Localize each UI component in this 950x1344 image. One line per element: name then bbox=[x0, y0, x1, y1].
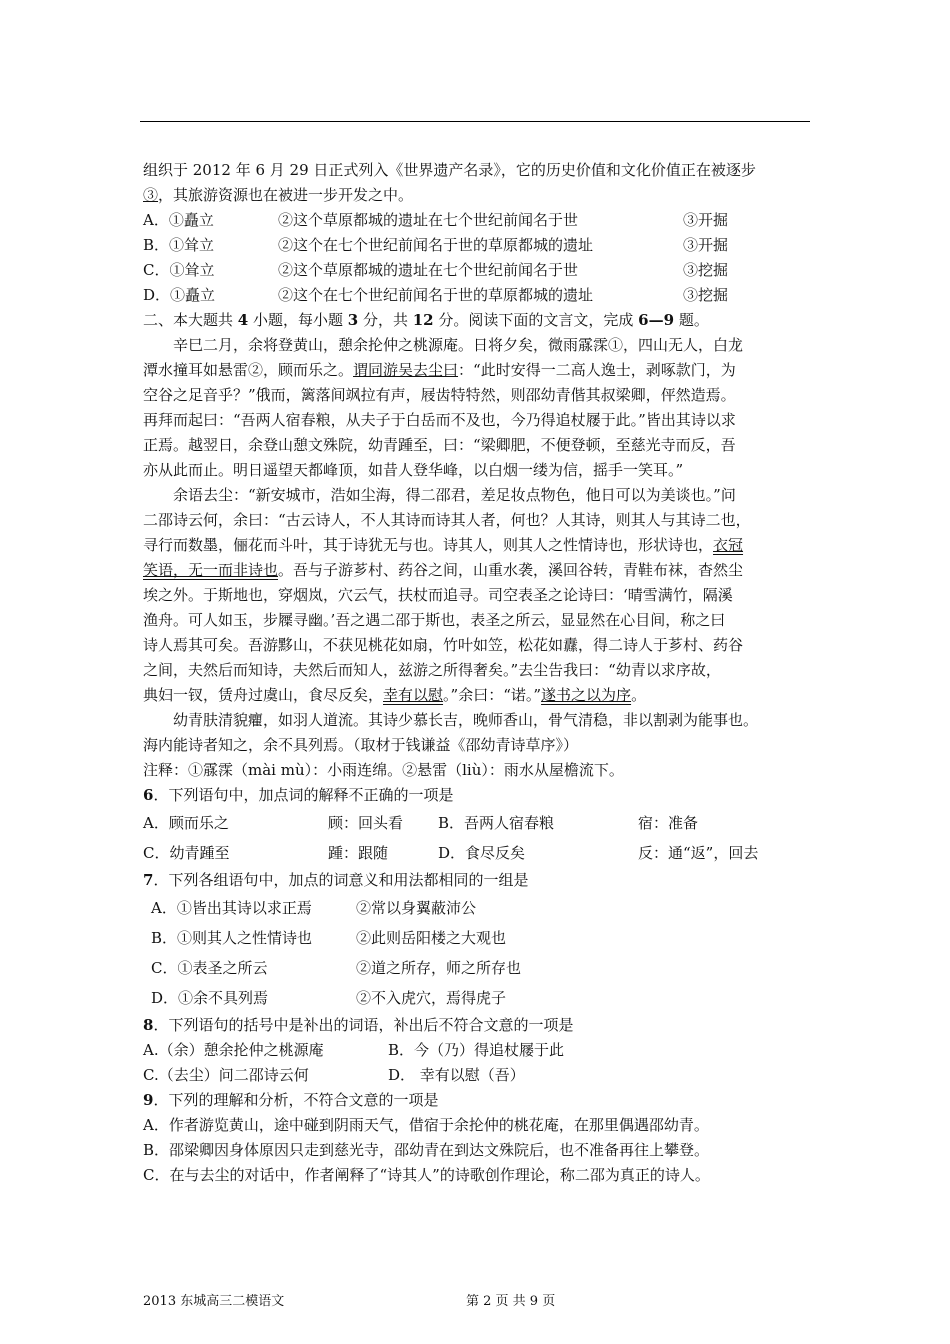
passage-text: ：“此时安得一二高人逸士，剥啄款门，为 bbox=[458, 361, 736, 379]
option-text: B．吾两人宿春粮 bbox=[438, 813, 555, 832]
q8-options-row-1 bbox=[143, 1038, 823, 1063]
option-label: B．①耸立 bbox=[143, 236, 215, 254]
option-gloss: 反：通“返”，回去 bbox=[638, 843, 759, 862]
option-text: D．①余不具列焉 bbox=[151, 988, 269, 1007]
heading-text: 分。阅读下面的文言文，完成 bbox=[433, 311, 639, 329]
option-text: ③开掘 bbox=[683, 236, 729, 254]
option-text: ②道之所存，师之所存也 bbox=[356, 958, 522, 977]
q7-option-a bbox=[143, 893, 823, 923]
heading-text: 题。 bbox=[674, 311, 709, 329]
q5-stem-fragment-2 bbox=[143, 183, 823, 208]
underlined-sentence: 衣冠 bbox=[713, 536, 744, 554]
question-stem: ．下列语句的括号中是补出的词语，补出后不符合文意的一项是 bbox=[153, 1016, 574, 1034]
header-rule bbox=[140, 121, 810, 122]
passage-line: 诗人焉其可矣。吾游黟山，不获见桃花如扇，竹叶如笠，松花如纛，得二诗人于芗村、药谷 bbox=[143, 636, 744, 654]
q6-options-row-2 bbox=[143, 838, 823, 868]
section-2-heading bbox=[143, 308, 823, 333]
q5-option-b bbox=[143, 233, 823, 258]
option-text: ②常以身翼蔽沛公 bbox=[356, 898, 477, 917]
passage-line: 辛巳二月，余将登黄山，憩余抡仲之桃源庵。日将夕矣，微雨霡霂①，四山无人，白龙 bbox=[173, 336, 744, 354]
option-text: ②不入虎穴，焉得虎子 bbox=[356, 988, 507, 1007]
option-text: A.（余）憩余抡仲之桃源庵 bbox=[143, 1041, 324, 1059]
passage-line: 埃之外。于斯地也，穿烟岚，穴云气，扶杖而追寻。司空表圣之论诗曰：‘晴雪满竹，隔溪 bbox=[143, 586, 733, 604]
passage-text: 。吾与子游芗村、药谷之间，山重水袭，溪回谷转，青鞋布袜，杳然尘 bbox=[278, 561, 744, 579]
passage-line: 幼青肤清貌癯，如羽人道流。其诗少慕长吉，晚师香山，骨气清稳，非以割剥为能事也。 bbox=[173, 711, 759, 729]
option-text: ②这个草原都城的遗址在七个世纪前闻名于世 bbox=[278, 211, 579, 229]
passage-line: 正焉。越翌日，余登山憩文殊院，幼青踵至，曰：“梁卿肥，不便登顿，至慈光寺而反，吾 bbox=[143, 436, 736, 454]
option-gloss: 顾：回头看 bbox=[328, 813, 404, 832]
underlined-sentence: 遂书之以为序 bbox=[541, 686, 632, 704]
option-text: ②这个在七个世纪前闻名于世的草原都城的遗址 bbox=[278, 286, 594, 304]
option-text: ②此则岳阳楼之大观也 bbox=[356, 928, 507, 947]
option-text: ②这个草原都城的遗址在七个世纪前闻名于世 bbox=[278, 261, 579, 279]
option-gloss: 踵：跟随 bbox=[328, 843, 389, 862]
passage-line: 二邵诗云何，余曰：“古云诗人，不人其诗而诗其人者，何也？人其诗，则其人与其诗二也， bbox=[143, 511, 751, 529]
option-text: ②这个在七个世纪前闻名于世的草原都城的遗址 bbox=[278, 236, 594, 254]
question-number: 7 bbox=[143, 871, 154, 889]
heading-number: 6—9 bbox=[638, 311, 675, 329]
passage-line: 渔舟。可人如玉，步屧寻幽。’吾之遇二邵于斯也，表圣之所云，显显然在心目间，称之曰 bbox=[143, 611, 726, 629]
underlined-sentence: 谓同游吴去尘曰 bbox=[353, 361, 459, 379]
q5-stem-tail: ，其旅游资源也在被进一步开发之中。 bbox=[158, 186, 414, 204]
option-text: ③挖掘 bbox=[683, 286, 729, 304]
question-number: 8 bbox=[143, 1016, 154, 1034]
question-stem: ．下列语句中，加点词的解释不正确的一项是 bbox=[153, 786, 454, 804]
question-number: 6 bbox=[143, 786, 154, 804]
passage-text: 。 bbox=[631, 686, 647, 704]
q6-options-row-1 bbox=[143, 808, 823, 838]
passage-note: 注释：①霡霂（mài mù）：小雨连绵。②悬雷（liù）：雨水从屋檐流下。 bbox=[143, 761, 624, 779]
q9-option-b: B．邵梁卿因身体原因只走到慈光寺，邵幼青在到达文殊院后，也不准备再往上攀登。 bbox=[143, 1141, 710, 1159]
option-label: C．①耸立 bbox=[143, 261, 215, 279]
q9-option-a: A．作者游览黄山，途中碰到阴雨天气，借宿于余抡仲的桃花庵，在那里偶遇邵幼青。 bbox=[143, 1116, 709, 1134]
option-text: B．今（乃）得追杖屦于此 bbox=[388, 1041, 565, 1059]
q5-option-c bbox=[143, 258, 823, 283]
heading-text: 二、本大题共 bbox=[143, 311, 238, 329]
q5-option-d bbox=[143, 283, 823, 308]
q9-stem bbox=[143, 1088, 823, 1113]
option-text: D． 幸有以慰（吾） bbox=[388, 1066, 525, 1084]
footer-page-number: 第 2 页 共 9 页 bbox=[466, 1294, 556, 1309]
heading-text: 分，共 bbox=[358, 311, 413, 329]
option-label: A．①矗立 bbox=[143, 211, 214, 229]
q7-option-d bbox=[143, 983, 823, 1013]
passage-line: 再拜而起曰：“吾两人宿春粮，从夫子于白岳而不及也，今乃得追杖屦于此。”皆出其诗以求 bbox=[143, 411, 736, 429]
q9-option-c: C．在与去尘的对话中，作者阐释了“诗其人”的诗歌创作理论，称二邵为真正的诗人。 bbox=[143, 1166, 710, 1184]
question-stem: ．下列的理解和分析，不符合文意的一项是 bbox=[153, 1091, 439, 1109]
underlined-sentence: 幸有以慰 bbox=[383, 686, 444, 704]
option-gloss: 宿：准备 bbox=[638, 813, 699, 832]
passage-line: 空谷之足音乎？”俄而，篱落间飒拉有声，屐齿特特然，则邵幼青偕其叔梁卿，伻然造焉。 bbox=[143, 386, 736, 404]
q5-option-a bbox=[143, 208, 823, 233]
passage-text: 典妇一钗，赁舟过虞山，食尽反矣， bbox=[143, 686, 384, 704]
page-body bbox=[143, 158, 823, 1188]
heading-number: 3 bbox=[347, 311, 359, 329]
heading-number: 4 bbox=[237, 311, 249, 329]
option-text: D．食尽反矣 bbox=[438, 843, 526, 862]
passage-line: 之间，夫然后而知诗，夫然后而知人，兹游之所得奢矣。”去尘告我曰：“幼青以求序故， bbox=[143, 661, 721, 679]
question-number: 9 bbox=[143, 1091, 154, 1109]
heading-number: 12 bbox=[412, 311, 434, 329]
blank-3-marker: ③ bbox=[143, 186, 159, 204]
heading-text: 小题，每小题 bbox=[248, 311, 348, 329]
question-stem: ．下列各组语句中，加点的词意义和用法都相同的一组是 bbox=[153, 871, 529, 889]
passage-line: 亦从此而止。明日遥望天都峰顶，如昔人登华峰，以白烟一缕为信，摇手一笑耳。” bbox=[143, 461, 684, 479]
q5-stem-fragment: 组织于 2012 年 6 月 29 日正式列入《世界遗产名录》，它的历史价值和文化价值正在被逐步 bbox=[143, 161, 756, 179]
passage-text: 。”余曰：“诺。” bbox=[443, 686, 542, 704]
option-text: A．顾而乐之 bbox=[143, 813, 229, 832]
option-text: B．①则其人之性情诗也 bbox=[151, 928, 313, 947]
option-text: C．①表圣之所云 bbox=[151, 958, 268, 977]
passage-line bbox=[143, 558, 823, 583]
option-text: ③挖掘 bbox=[683, 261, 729, 279]
q7-stem bbox=[143, 868, 823, 893]
underlined-sentence: 笑语，无一而非诗也 bbox=[143, 561, 279, 579]
option-text: A．①皆出其诗以求正焉 bbox=[151, 898, 312, 917]
q6-stem bbox=[143, 783, 823, 808]
footer-exam-name: 2013 东城高三二模语文 bbox=[143, 1294, 285, 1309]
passage-text: 潭水撞耳如悬雷②，顾而乐之。 bbox=[143, 361, 354, 379]
option-label: D．①矗立 bbox=[143, 286, 216, 304]
option-text: C．幼青踵至 bbox=[143, 843, 230, 862]
passage-line bbox=[143, 683, 823, 708]
passage-line: 海内能诗者知之，余不具列焉。（取材于钱谦益《邵幼青诗草序》） bbox=[143, 736, 579, 754]
passage-line: 余语去尘：“新安城市，浩如尘海，得二邵君，差足妆点物色，他日可以为美谈也。”问 bbox=[173, 486, 736, 504]
option-text: C.（去尘）问二邵诗云何 bbox=[143, 1066, 309, 1084]
passage-line bbox=[143, 533, 823, 558]
q8-options-row-2 bbox=[143, 1063, 823, 1088]
passage-text: 寻行而数墨，俪花而斗叶，其于诗犹无与也。诗其人，则其人之性情诗也，形状诗也， bbox=[143, 536, 714, 554]
q7-option-c bbox=[143, 953, 823, 983]
q8-stem bbox=[143, 1013, 823, 1038]
option-text: ③开掘 bbox=[683, 211, 729, 229]
passage-line bbox=[143, 358, 823, 383]
q7-option-b bbox=[143, 923, 823, 953]
